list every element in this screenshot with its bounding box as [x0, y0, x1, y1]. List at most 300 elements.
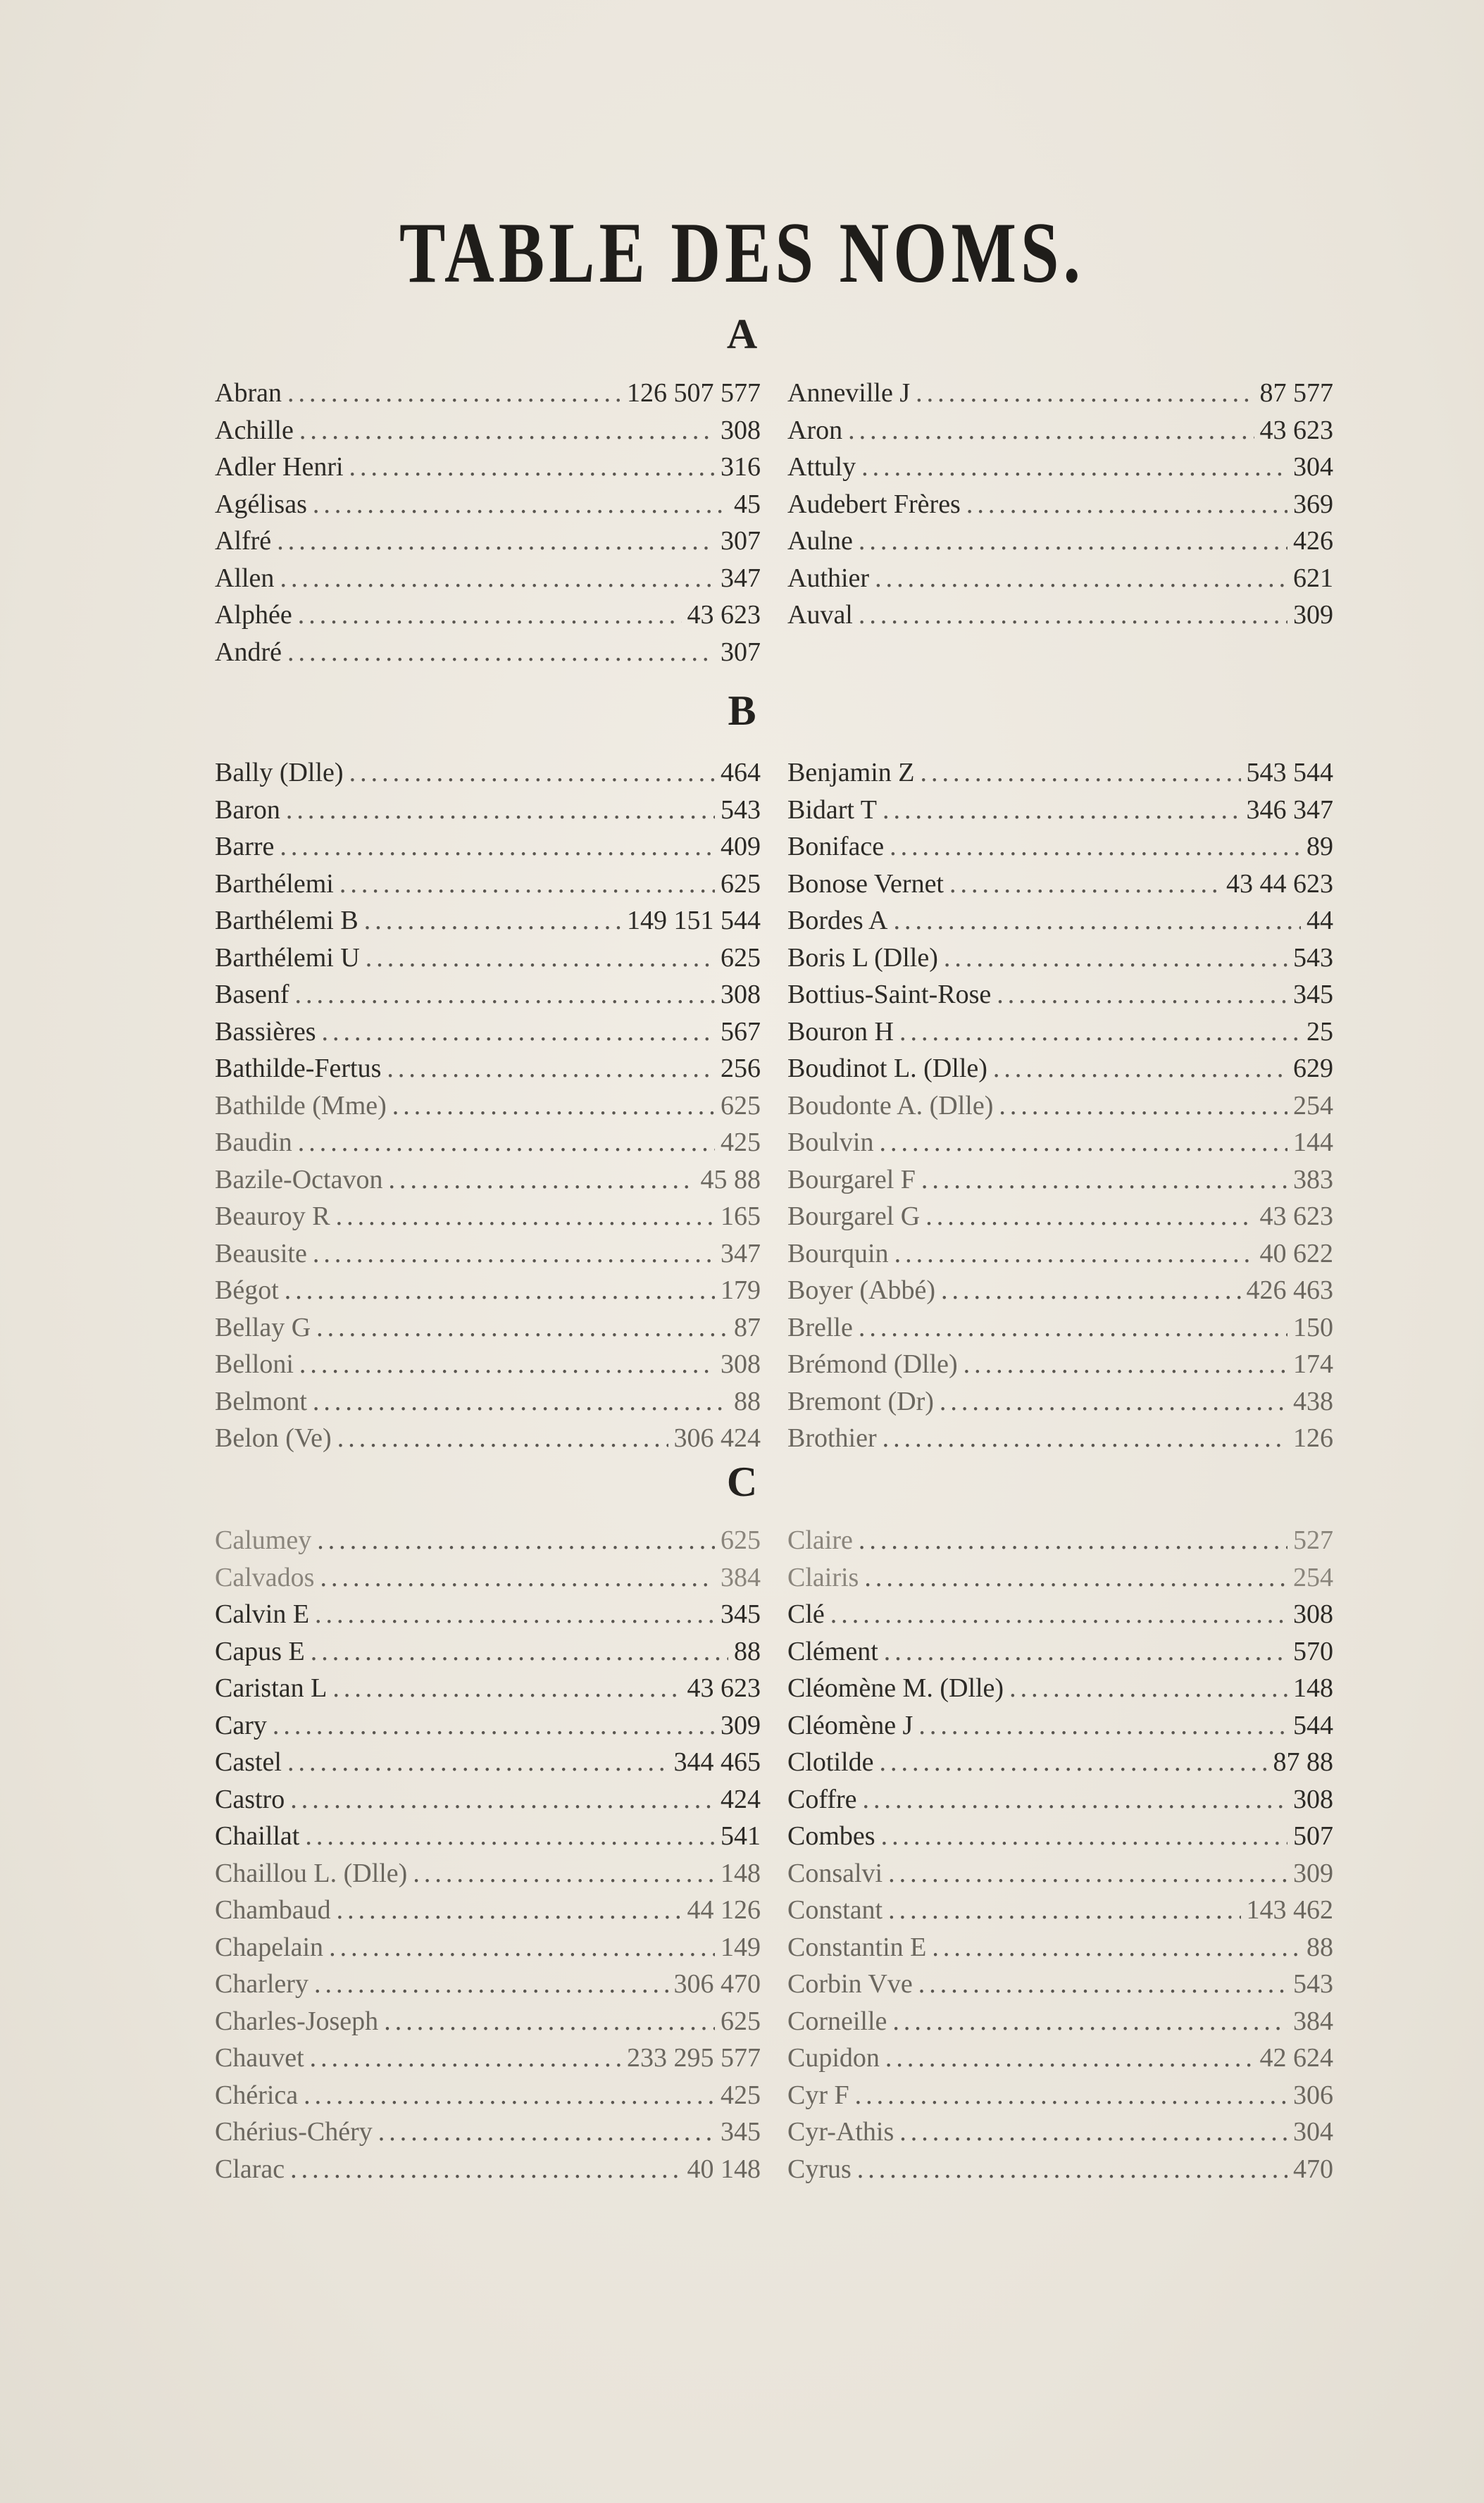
index-entry — [787, 1090, 1333, 1128]
entry-name: Alfré — [215, 526, 272, 556]
entry-name: Bégot — [215, 1275, 279, 1305]
entry-pages: 45 88 — [700, 1164, 761, 1194]
dot-leader — [310, 2042, 621, 2073]
entry-name: Chérius-Chéry — [215, 2117, 373, 2147]
entry-pages: 424 — [721, 1784, 761, 1814]
dot-leader — [894, 905, 1302, 936]
dot-leader — [1009, 1673, 1287, 1704]
index-entry — [215, 1053, 761, 1090]
entry-name: Cyrus — [787, 2154, 852, 2184]
entry-pages: 144 — [1293, 1128, 1333, 1157]
entry-pages: 149 151 544 — [627, 906, 761, 935]
index-entry — [787, 757, 1333, 794]
dot-leader — [883, 794, 1240, 825]
entry-name: Boulvin — [787, 1128, 874, 1157]
index-entry — [215, 1127, 761, 1164]
entry-pages: 87 — [734, 1312, 761, 1342]
index-entry — [215, 2154, 761, 2191]
index-entry — [787, 1238, 1333, 1275]
index-entry — [215, 1016, 761, 1054]
dot-leader — [885, 2042, 1254, 2073]
dot-leader — [997, 979, 1287, 1010]
dot-leader — [920, 757, 1240, 788]
dot-leader — [863, 1784, 1288, 1815]
index-entry — [787, 868, 1333, 906]
dot-leader — [305, 1821, 715, 1852]
dot-leader — [295, 979, 715, 1010]
index-entry — [215, 2080, 761, 2117]
entry-pages: 308 — [1293, 1599, 1333, 1629]
dot-leader — [287, 1747, 668, 1778]
entry-name: André — [215, 637, 282, 667]
entry-pages: 304 — [1293, 452, 1333, 482]
entry-pages: 384 — [721, 1562, 761, 1592]
page-title: TABLE DES NOMS. — [399, 206, 1085, 301]
entry-name: Achille — [215, 415, 294, 445]
entry-pages: 143 462 — [1246, 1895, 1333, 1925]
entry-pages: 346 347 — [1246, 794, 1333, 825]
entry-pages: 425 — [721, 2080, 761, 2110]
entry-pages: 43 623 — [687, 1673, 761, 1703]
index-entry — [215, 979, 761, 1016]
entry-pages: 88 — [734, 1636, 761, 1666]
entry-pages: 309 — [1293, 1858, 1333, 1888]
index-entry — [787, 1312, 1333, 1349]
entry-name: Basenf — [215, 980, 289, 1009]
entry-name: Beausite — [215, 1238, 307, 1268]
entry-name: Bourgarel F — [787, 1164, 916, 1194]
index-entry — [215, 1201, 761, 1238]
entry-name: Corbin Vve — [787, 1969, 913, 1999]
entry-pages: 87 88 — [1273, 1747, 1333, 1777]
index-entry — [215, 1164, 761, 1201]
index-entry — [215, 1349, 761, 1386]
dot-leader — [290, 1784, 715, 1815]
dot-leader — [311, 1636, 728, 1667]
entry-pages: 316 — [721, 452, 761, 482]
dot-leader — [349, 757, 715, 788]
dot-leader — [888, 1895, 1240, 1925]
entry-pages: 629 — [1293, 1054, 1333, 1083]
index-entry — [215, 1090, 761, 1128]
index-entry — [787, 1275, 1333, 1312]
index-entry — [215, 1525, 761, 1562]
entry-name: Belon (Ve) — [215, 1423, 332, 1453]
entry-name: Consalvi — [787, 1858, 883, 1888]
index-entry — [215, 1747, 761, 1784]
index-entry — [215, 2116, 761, 2154]
index-entry — [215, 599, 761, 637]
entry-name: Boyer (Abbé) — [787, 1275, 935, 1305]
dot-leader — [384, 2006, 715, 2037]
entry-pages: 347 — [721, 563, 761, 593]
entry-pages: 307 — [721, 637, 761, 667]
dot-leader — [280, 563, 715, 594]
entry-name: Cyr F — [787, 2080, 849, 2110]
entry-pages: 43 44 623 — [1226, 868, 1333, 899]
entry-pages: 179 — [721, 1275, 761, 1305]
entry-pages: 149 — [721, 1932, 761, 1962]
entry-pages: 306 424 — [673, 1423, 761, 1453]
dot-leader — [993, 1053, 1287, 1084]
entry-name: Chaillat — [215, 1821, 300, 1851]
entry-name: Chaillou L. (Dlle) — [215, 1858, 408, 1888]
entry-name: Boniface — [787, 832, 885, 861]
index-entry — [215, 1710, 761, 1747]
entry-pages: 543 — [1293, 1969, 1333, 1999]
index-entry — [787, 525, 1333, 563]
entry-pages: 309 — [1293, 600, 1333, 630]
entry-pages: 87 577 — [1259, 378, 1333, 408]
entry-name: Bidart T — [787, 794, 878, 825]
entry-name: Bazile-Octavon — [215, 1164, 383, 1194]
entry-pages: 306 — [1293, 2080, 1333, 2110]
entry-pages: 543 — [1293, 942, 1333, 973]
index-entry — [787, 1562, 1333, 1599]
entry-name: Barre — [215, 832, 275, 861]
index-entry — [215, 794, 761, 832]
dot-leader — [859, 1312, 1287, 1343]
index-entry — [787, 2006, 1333, 2043]
entry-name: Combes — [787, 1821, 875, 1851]
entry-pages: 42 624 — [1259, 2043, 1333, 2073]
index-entry — [787, 1932, 1333, 1969]
entry-name: Cary — [215, 1710, 267, 1740]
entry-name: Coffre — [787, 1784, 857, 1814]
index-entry — [215, 1238, 761, 1275]
entry-pages: 426 463 — [1246, 1275, 1333, 1305]
dot-leader — [313, 1238, 715, 1269]
index-entry — [787, 1673, 1333, 1710]
index-entry — [787, 1127, 1333, 1164]
entry-pages: 464 — [721, 758, 761, 787]
entry-pages: 43 623 — [687, 600, 761, 630]
index-entry — [787, 2154, 1333, 2191]
entry-name: Castro — [215, 1784, 285, 1814]
entry-name: Brelle — [787, 1312, 853, 1342]
section-letter: B — [728, 687, 756, 734]
dot-leader — [366, 942, 715, 973]
dot-leader — [899, 1016, 1301, 1047]
entry-name: Allen — [215, 563, 275, 593]
index-entry — [215, 1423, 761, 1460]
dot-leader — [285, 1275, 715, 1306]
dot-leader — [320, 1562, 715, 1593]
entry-pages: 43 623 — [1259, 1201, 1333, 1231]
dot-leader — [918, 1968, 1287, 1999]
index-entry — [215, 1636, 761, 1673]
index-column-right — [787, 1525, 1333, 2190]
dot-leader — [273, 1710, 715, 1741]
entry-pages: 470 — [1293, 2154, 1333, 2184]
entry-pages: 165 — [721, 1201, 761, 1231]
index-entry — [215, 563, 761, 600]
dot-leader — [378, 2116, 715, 2147]
entry-name: Bathilde (Mme) — [215, 1090, 387, 1121]
entry-name: Cyr-Athis — [787, 2117, 894, 2147]
dot-leader — [387, 1053, 715, 1084]
entry-name: Aron — [787, 415, 843, 445]
index-entry — [787, 1747, 1333, 1784]
dot-leader — [966, 489, 1287, 520]
entry-pages: 25 — [1307, 1016, 1333, 1047]
index-entry — [787, 942, 1333, 980]
entry-name: Anneville J — [787, 378, 911, 408]
dot-leader — [925, 1201, 1254, 1232]
entry-pages: 541 — [721, 1821, 761, 1851]
index-entry — [787, 2080, 1333, 2117]
entry-name: Chauvet — [215, 2043, 304, 2073]
entry-pages: 44 126 — [687, 1895, 761, 1925]
entry-name: Constant — [787, 1895, 883, 1925]
entry-name: Cupidon — [787, 2043, 880, 2073]
entry-name: Calumey — [215, 1525, 312, 1555]
entry-name: Belloni — [215, 1349, 294, 1379]
index-entry — [215, 1821, 761, 1858]
entry-pages: 126 — [1293, 1423, 1333, 1453]
dot-leader — [313, 489, 728, 520]
dot-leader — [861, 451, 1287, 482]
entry-name: Boudinot L. (Dlle) — [787, 1054, 987, 1083]
index-entry — [787, 1599, 1333, 1636]
dot-leader — [280, 831, 715, 862]
entry-pages: 567 — [721, 1016, 761, 1047]
index-entry — [787, 599, 1333, 637]
entry-name: Bassières — [215, 1016, 316, 1047]
index-entry — [215, 868, 761, 906]
entry-pages: 409 — [721, 832, 761, 861]
entry-name: Boudonte A. (Dlle) — [787, 1090, 994, 1121]
entry-pages: 308 — [721, 1349, 761, 1379]
index-column-right — [787, 377, 1333, 637]
index-entry — [215, 1932, 761, 1969]
entry-name: Corneille — [787, 2006, 887, 2036]
entry-pages: 44 — [1307, 906, 1333, 935]
index-entry — [787, 1386, 1333, 1423]
index-entry — [787, 1423, 1333, 1460]
entry-name: Castel — [215, 1747, 282, 1777]
entry-pages: 308 — [721, 980, 761, 1009]
entry-name: Charles-Joseph — [215, 2006, 379, 2036]
dot-leader — [339, 868, 715, 899]
entry-pages: 621 — [1293, 563, 1333, 593]
index-column-right — [787, 757, 1333, 1460]
entry-pages: 307 — [721, 526, 761, 556]
entry-pages: 148 — [721, 1858, 761, 1888]
entry-name: Auval — [787, 600, 853, 630]
entry-pages: 570 — [1293, 1636, 1333, 1666]
entry-pages: 306 470 — [673, 1969, 761, 1999]
dot-leader — [890, 831, 1301, 862]
entry-pages: 438 — [1293, 1386, 1333, 1416]
index-entry — [215, 1312, 761, 1349]
index-entry — [215, 1275, 761, 1312]
index-entry — [215, 489, 761, 526]
dot-leader — [277, 525, 715, 556]
index-entry — [787, 905, 1333, 942]
entry-name: Brémond (Dlle) — [787, 1349, 958, 1379]
dot-leader — [830, 1599, 1287, 1630]
dot-leader — [855, 2080, 1287, 2111]
dot-leader — [329, 1932, 715, 1963]
index-entry — [787, 1349, 1333, 1386]
index-entry — [787, 563, 1333, 600]
dot-leader — [287, 637, 715, 668]
index-entry — [787, 1201, 1333, 1238]
entry-name: Chérica — [215, 2080, 299, 2110]
entry-name: Calvin E — [215, 1599, 310, 1629]
index-entry — [215, 1784, 761, 1821]
index-entry — [215, 1968, 761, 2006]
entry-pages: 383 — [1293, 1164, 1333, 1194]
entry-pages: 308 — [1293, 1784, 1333, 1814]
entry-name: Clément — [787, 1636, 878, 1666]
dot-leader — [299, 1349, 715, 1380]
index-entry — [787, 1710, 1333, 1747]
dot-leader — [884, 1636, 1287, 1667]
dot-leader — [337, 1423, 668, 1454]
dot-leader — [287, 377, 621, 408]
entry-pages: 88 — [1307, 1932, 1333, 1962]
dot-leader — [848, 415, 1254, 446]
index-entry — [215, 377, 761, 415]
entry-pages: 150 — [1293, 1312, 1333, 1342]
entry-name: Bathilde-Fertus — [215, 1054, 382, 1083]
entry-pages: 309 — [721, 1710, 761, 1740]
dot-leader — [875, 563, 1287, 594]
index-entry — [787, 1968, 1333, 2006]
entry-pages: 345 — [1293, 980, 1333, 1009]
index-entry — [787, 2042, 1333, 2080]
entry-pages: 126 507 577 — [627, 378, 761, 408]
entry-name: Boris L (Dlle) — [787, 942, 938, 973]
dot-leader — [322, 1016, 715, 1047]
index-column-left — [215, 1525, 761, 2190]
dot-leader — [894, 1238, 1254, 1269]
index-entry — [215, 637, 761, 674]
index-entry — [215, 1673, 761, 1710]
dot-leader — [349, 451, 715, 482]
entry-name: Baudin — [215, 1128, 292, 1157]
index-entry — [215, 831, 761, 868]
dot-leader — [916, 377, 1254, 408]
entry-pages: 625 — [721, 868, 761, 899]
dot-leader — [413, 1858, 715, 1889]
dot-leader — [337, 1895, 682, 1925]
entry-name: Bottius-Saint-Rose — [787, 980, 992, 1009]
dot-leader — [864, 1562, 1287, 1593]
entry-name: Abran — [215, 378, 282, 408]
entry-name: Constantin E — [787, 1932, 927, 1962]
entry-name: Bally (Dlle) — [215, 758, 344, 787]
entry-name: Bonose Vernet — [787, 868, 944, 899]
entry-name: Attuly — [787, 452, 856, 482]
entry-name: Charlery — [215, 1969, 308, 1999]
entry-name: Cléomène J — [787, 1710, 914, 1740]
entry-name: Calvados — [215, 1562, 315, 1592]
dot-leader — [298, 599, 682, 630]
dot-leader — [857, 2154, 1287, 2185]
entry-name: Alphée — [215, 600, 292, 630]
index-entry — [215, 1599, 761, 1636]
dot-leader — [316, 1312, 728, 1343]
entry-pages: 88 — [734, 1386, 761, 1416]
index-entry — [787, 489, 1333, 526]
dot-leader — [921, 1164, 1287, 1195]
index-entry — [787, 831, 1333, 868]
entry-pages: 174 — [1293, 1349, 1333, 1379]
entry-pages: 40 622 — [1259, 1238, 1333, 1268]
index-entry — [215, 525, 761, 563]
entry-name: Clairis — [787, 1562, 859, 1592]
entry-pages: 45 — [734, 489, 761, 519]
dot-leader — [388, 1164, 694, 1195]
entry-name: Clotilde — [787, 1747, 874, 1777]
entry-name: Agélisas — [215, 489, 307, 519]
index-entry — [787, 1525, 1333, 1562]
entry-name: Audebert Frères — [787, 489, 961, 519]
entry-pages: 43 623 — [1259, 415, 1333, 445]
entry-pages: 507 — [1293, 1821, 1333, 1851]
index-entry — [787, 1636, 1333, 1673]
entry-pages: 308 — [721, 415, 761, 445]
entry-name: Caristan L — [215, 1673, 328, 1703]
index-column-left — [215, 377, 761, 673]
dot-leader — [299, 415, 715, 446]
dot-leader — [941, 1275, 1241, 1306]
entry-pages: 625 — [721, 942, 761, 973]
entry-name: Bourquin — [787, 1238, 889, 1268]
dot-leader — [314, 1968, 668, 1999]
dot-leader — [999, 1090, 1287, 1121]
index-entry — [215, 757, 761, 794]
index-entry — [787, 1053, 1333, 1090]
index-entry — [787, 1858, 1333, 1895]
entry-name: Belmont — [215, 1386, 307, 1416]
entry-pages: 384 — [1293, 2006, 1333, 2036]
entry-pages: 347 — [721, 1238, 761, 1268]
entry-name: Chambaud — [215, 1895, 331, 1925]
section-letter: A — [726, 311, 758, 357]
entry-pages: 254 — [1293, 1562, 1333, 1592]
dot-leader — [332, 1673, 681, 1704]
index-entry — [215, 1858, 761, 1895]
entry-name: Chapelain — [215, 1932, 324, 1962]
entry-pages: 304 — [1293, 2117, 1333, 2147]
dot-leader — [364, 905, 621, 936]
dot-leader — [317, 1525, 715, 1556]
dot-leader — [286, 794, 715, 825]
entry-name: Bouron H — [787, 1016, 894, 1047]
entry-pages: 148 — [1293, 1673, 1333, 1703]
dot-leader — [315, 1599, 715, 1630]
index-entry — [215, 415, 761, 452]
entry-pages: 89 — [1307, 832, 1333, 861]
index-entry — [215, 1386, 761, 1423]
entry-pages: 256 — [721, 1054, 761, 1083]
dot-leader — [313, 1386, 728, 1417]
entry-pages: 345 — [721, 2117, 761, 2147]
index-entry — [787, 1784, 1333, 1821]
entry-name: Bourgarel G — [787, 1201, 921, 1231]
index-entry — [215, 1562, 761, 1599]
entry-name: Bellay G — [215, 1312, 311, 1342]
dot-leader — [883, 1423, 1287, 1454]
dot-leader — [859, 599, 1287, 630]
dot-leader — [932, 1932, 1301, 1963]
entry-pages: 233 295 577 — [627, 2043, 761, 2073]
entry-pages: 543 544 — [1246, 758, 1333, 787]
